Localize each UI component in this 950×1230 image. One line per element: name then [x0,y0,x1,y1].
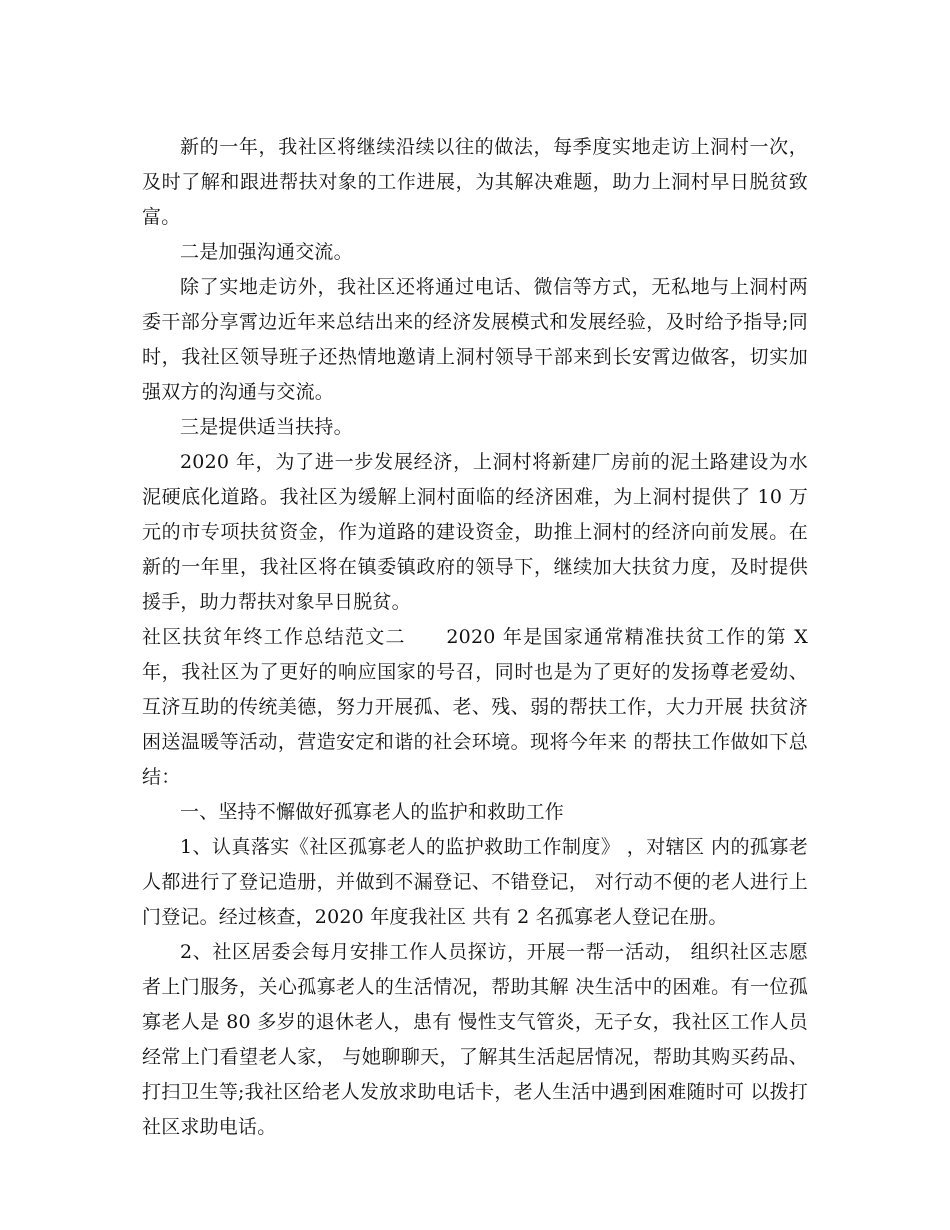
paragraph-support: 2020 年，为了进一步发展经济，上洞村将新建厂房前的泥土路建设为水泥硬底化道路。我社区为缓解上洞村面临的经济困难，为上洞村提供了 10 万元的市专项扶贫资金，作为道路的建设资金，助推上洞村的经济向前发展。在新的一年里，我社区将在镇委镇政府的领导下，继续加大扶贫力度，及时提供援手，助力帮扶对象早日脱贫。 [142,451,808,613]
paragraph-heading-support: 三是提供适当扶持。 [180,416,353,438]
paragraph-visit-plan: 新的一年，我社区将继续沿续以往的做法，每季度实地走访上洞村一次，及时了解和跟进帮扶对象的工作进展，为其解决难题，助力上洞村早日脱贫致富。 [142,136,808,228]
document-body [142,130,808,1145]
paragraph-visits: 2、社区居委会每月安排工作人员探访，开展一帮一活动， 组织社区志愿者上门服务，关心孤寡老人的生活情况，帮助其解 决生活中的困难。有一位孤寡老人是 80 多岁的退休老人，患有 慢性支气管炎，无子女，我社区工作人员经常上门看望老人家， 与她聊聊天，了解其生活起居情况，帮助其购买药品、打扫卫生等;我社区给老人发放求助电话卡，老人生活中遇到困难随时可 以拨打社区求助电话。 [142,941,808,1138]
paragraph-section-one-heading: 一、坚持不懈做好孤寡老人的监护和救助工作 [180,801,565,823]
paragraph-communication: 除了实地走访外，我社区还将通过电话、微信等方式，无私地与上洞村两委干部分享霄边近年来总结出来的经济发展模式和发展经验，及时给予指导;同时，我社区领导班子还热情地邀请上洞村领导干部来到长安霄边做客，切实加强双方的沟通与交流。 [142,276,808,403]
paragraph-sample-two-intro: 社区扶贫年终工作总结范文二 2020 年是国家通常精准扶贫工作的第 X 年，我社区为了更好的响应国家的号召，同时也是为了更好的发扬尊老爱幼、互济互助的传统美德，努力开展孤、老、残、弱的帮扶工作，大力开展 扶贫济困送温暖等活动，营造安定和谐的社会环境。现将今年来 的帮扶工作做如下总结： [142,626,808,788]
paragraph-registration: 1、认真落实《社区孤寡老人的监护救助工作制度》 ，对辖区 内的孤寡老人都进行了登记造册，并做到不漏登记、不错登记， 对行动不便的老人进行上门登记。经过核查，2020 年度我社区 共有 2 名孤寡老人登记在册。 [142,836,808,928]
paragraph-heading-communication: 二是加强沟通交流。 [180,241,353,263]
